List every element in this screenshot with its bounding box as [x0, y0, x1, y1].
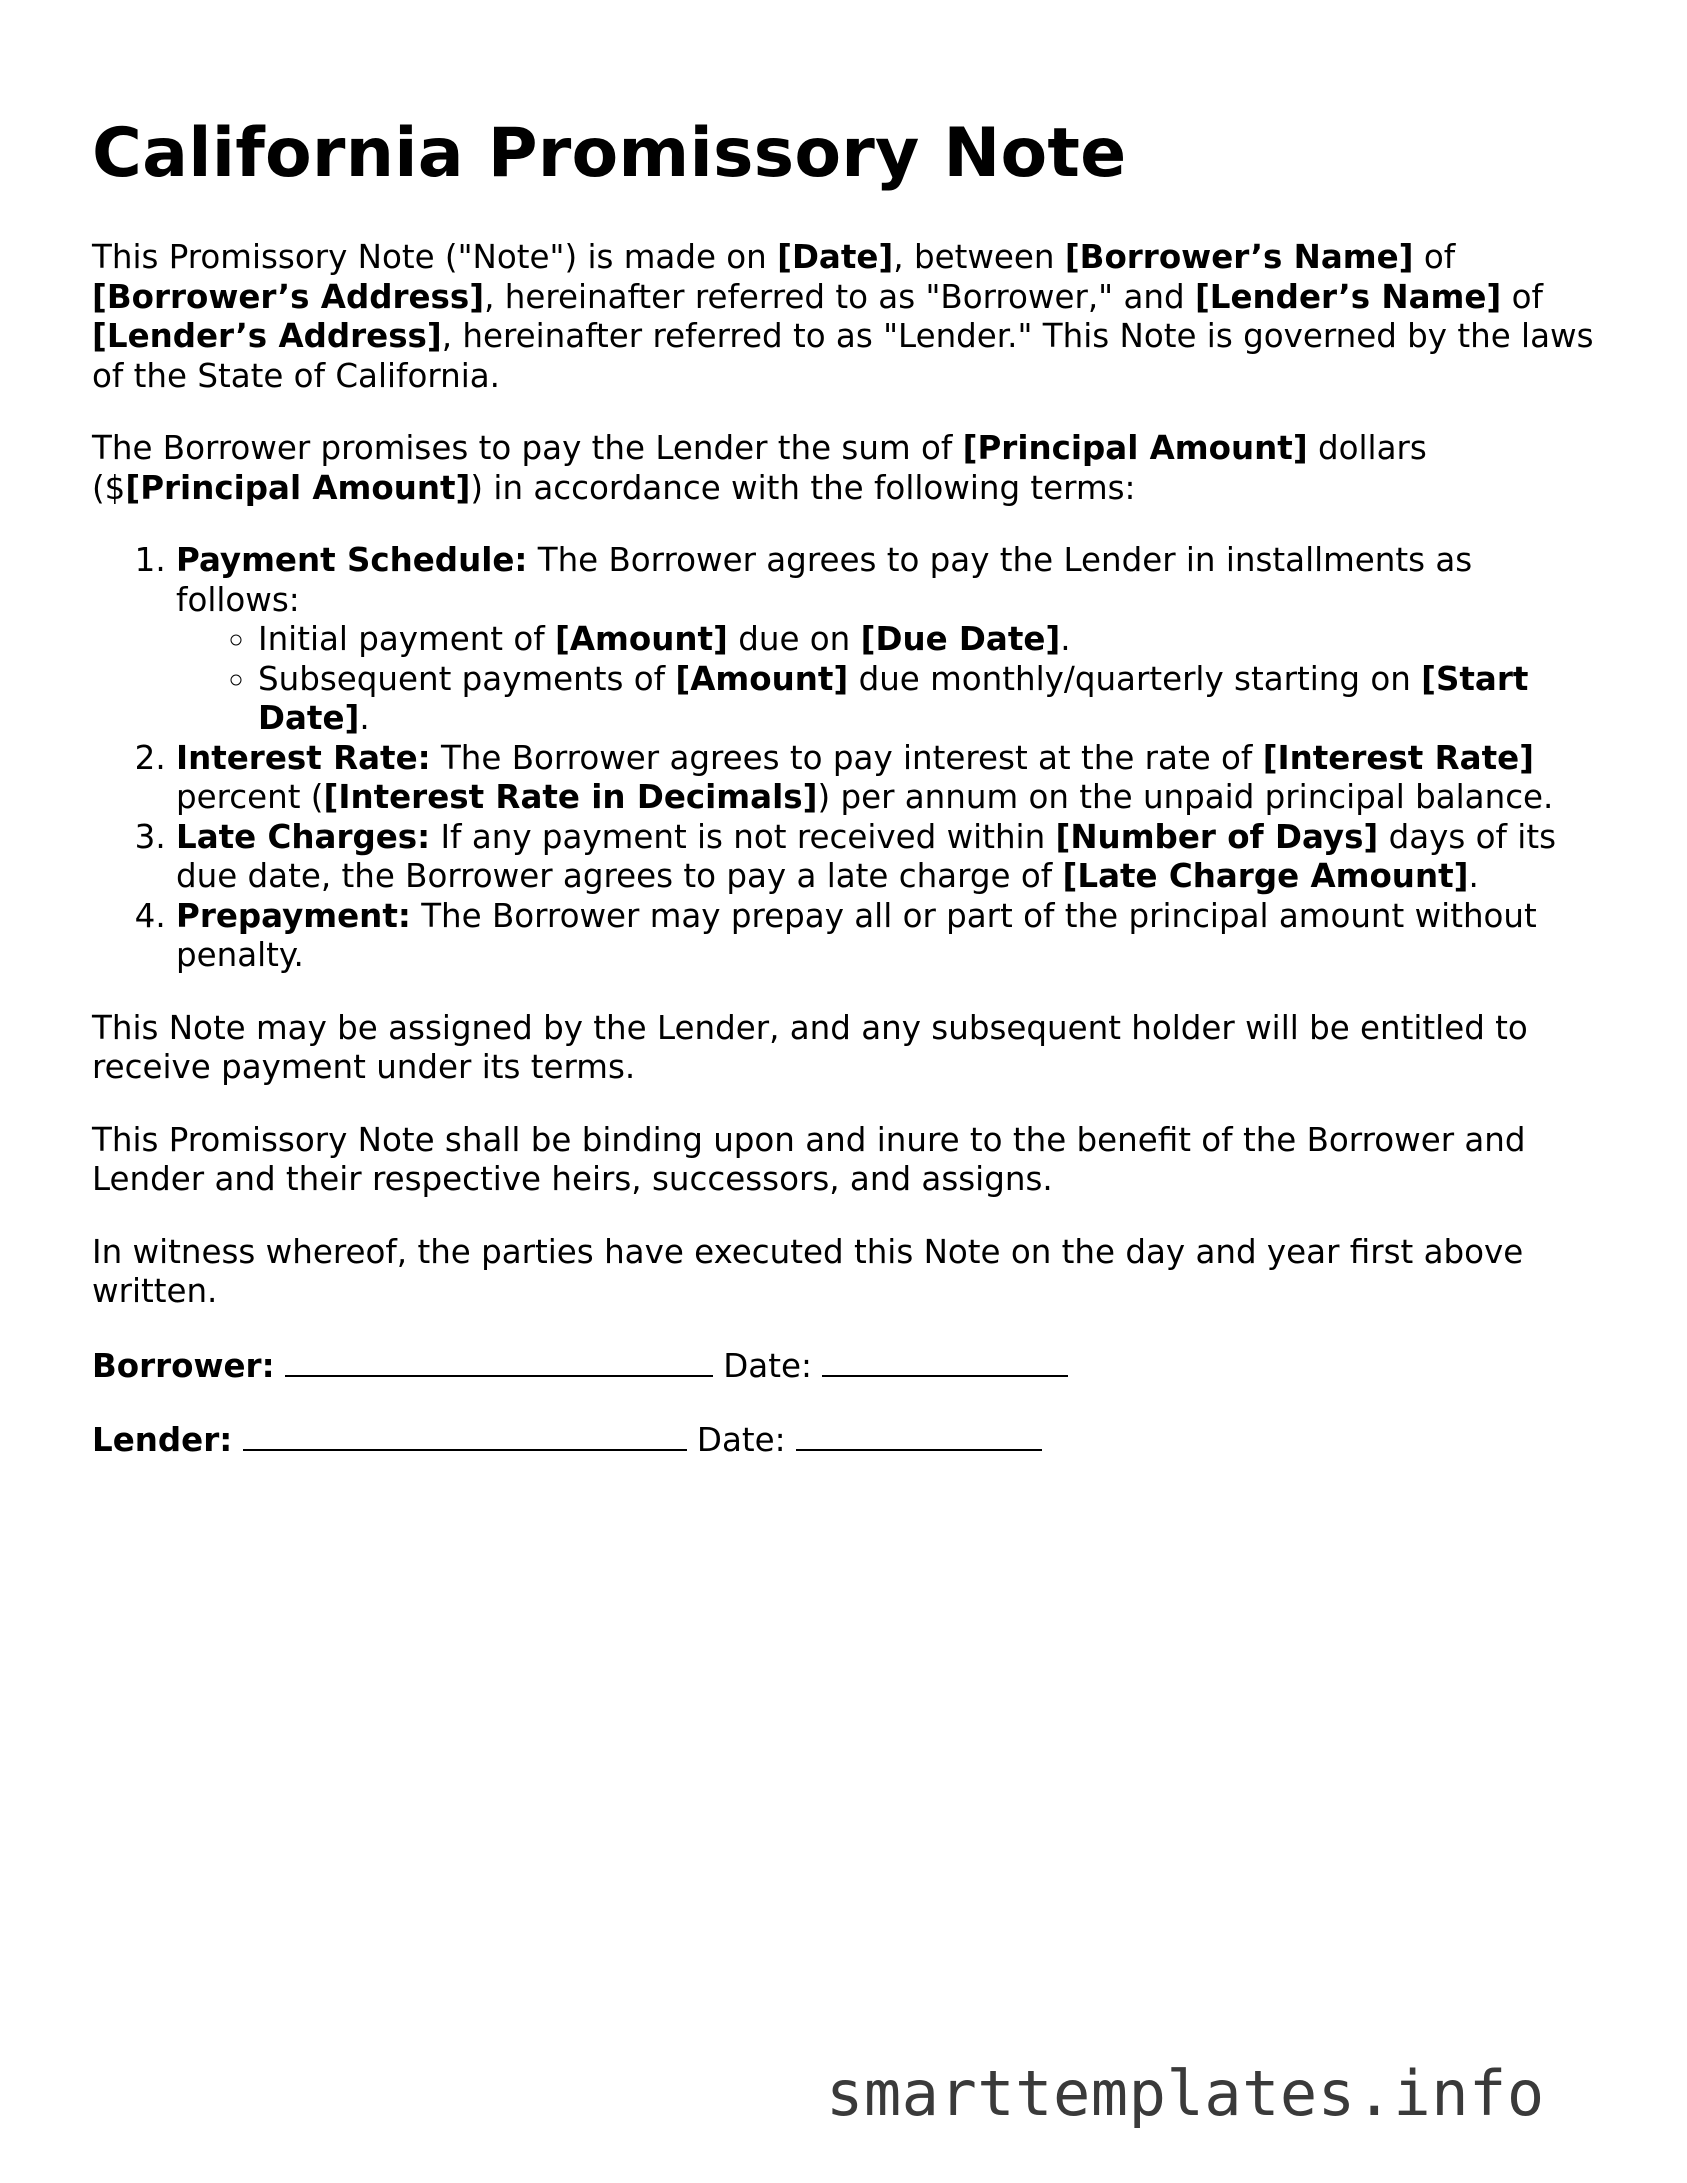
text: . [359, 699, 370, 737]
text: Initial payment of [258, 620, 556, 658]
term-interest-rate [176, 739, 1602, 818]
text: dollars ($ [92, 429, 1427, 507]
intro-paragraph [92, 238, 1602, 396]
subsequent-payment-item [258, 660, 1602, 739]
text: . [1468, 857, 1479, 895]
text: , hereinafter referred to as "Lender." This Note is governed by the laws of the State of California. [92, 317, 1594, 395]
lender-date-label: Date: [696, 1421, 786, 1459]
start-date-placeholder: [Start Date] [258, 659, 1529, 737]
subsequent-amount-placeholder: [Amount] [675, 659, 849, 698]
borrower-name-placeholder: [Borrower’s Name] [1064, 238, 1414, 276]
term-label: Late Charges: [176, 817, 431, 856]
initial-amount-placeholder: [Amount] [555, 620, 728, 658]
binding-paragraph: This Promissory Note shall be binding upon and inure to the benefit of the Borrower and Lender and their respective heirs, successors, and assigns. [92, 1120, 1526, 1198]
text: The Borrower agrees to pay the Lender in installments as follows: [176, 541, 1473, 619]
term-label: Interest Rate: [176, 738, 431, 777]
term-late-charges [176, 818, 1602, 897]
late-charge-amount-placeholder: [Late Charge Amount] [1062, 857, 1469, 895]
payment-schedule-sublist [176, 620, 1602, 739]
text: percent ( [176, 778, 324, 816]
lender-address-placeholder: [Lender’s Address] [92, 317, 442, 355]
text: . [1060, 620, 1071, 658]
lender-name-placeholder: [Lender’s Name] [1194, 277, 1502, 316]
date-placeholder: [Date] [777, 238, 894, 276]
document-title: California Promissory Note [92, 114, 1127, 193]
text: The Borrower agrees to pay interest at the rate of [430, 738, 1263, 777]
text: days of its due date, the Borrower agrees to pay a late charge of [176, 817, 1557, 895]
text: This Promissory Note ("Note") is made on [92, 238, 778, 276]
borrower-date-label: Date: [723, 1346, 812, 1385]
text: of [1501, 277, 1543, 316]
lender-date-line[interactable] [796, 1419, 1042, 1451]
text: ) in accordance with the following terms: [470, 468, 1136, 507]
borrower-signature-label: Borrower: [92, 1346, 275, 1385]
borrower-signature-row [92, 1345, 1602, 1387]
lender-signature-label: Lender: [92, 1421, 233, 1459]
principal-paragraph [92, 429, 1602, 508]
text: , hereinafter referred to as "Borrower," and [484, 277, 1195, 316]
text: Subsequent payments of [258, 659, 676, 698]
number-of-days-placeholder: [Number of Days] [1055, 817, 1379, 856]
lender-signature-row [92, 1419, 1602, 1461]
lender-signature-line[interactable] [243, 1419, 687, 1451]
assignment-paragraph: This Note may be assigned by the Lender, and any subsequent holder will be entitled to receive payment under its terms. [92, 1008, 1528, 1086]
text: due on [727, 620, 861, 658]
document-page [92, 112, 1602, 1494]
term-label: Prepayment: [176, 896, 411, 935]
principal-amount-number-placeholder: [Principal Amount] [125, 468, 471, 507]
interest-rate-placeholder: [Interest Rate] [1262, 738, 1535, 777]
borrower-date-line[interactable] [822, 1345, 1068, 1377]
term-prepayment [176, 897, 1602, 976]
borrower-signature-line[interactable] [285, 1345, 713, 1377]
text: of [1413, 238, 1456, 276]
term-payment-schedule [176, 541, 1602, 739]
initial-payment-item [258, 620, 1602, 660]
interest-rate-decimal-placeholder: [Interest Rate in Decimals] [323, 778, 818, 816]
due-date-placeholder: [Due Date] [860, 620, 1061, 658]
watermark: smarttemplates.info [826, 2057, 1545, 2130]
text: The Borrower promises to pay the Lender the sum of [92, 429, 963, 467]
text: ) per annum on the unpaid principal balance. [817, 778, 1554, 816]
principal-amount-words-placeholder: [Principal Amount] [962, 429, 1308, 467]
term-label: Payment Schedule: [176, 541, 528, 579]
text: , between [893, 238, 1065, 276]
text: If any payment is not received within [430, 817, 1056, 856]
text: due monthly/quarterly starting on [848, 659, 1422, 698]
terms-list [92, 541, 1602, 976]
text: The Borrower may prepay all or part of the principal amount without penalty. [176, 896, 1537, 974]
borrower-address-placeholder: [Borrower’s Address] [92, 277, 485, 316]
witness-paragraph: In witness whereof, the parties have executed this Note on the day and year first above written. [92, 1232, 1524, 1310]
